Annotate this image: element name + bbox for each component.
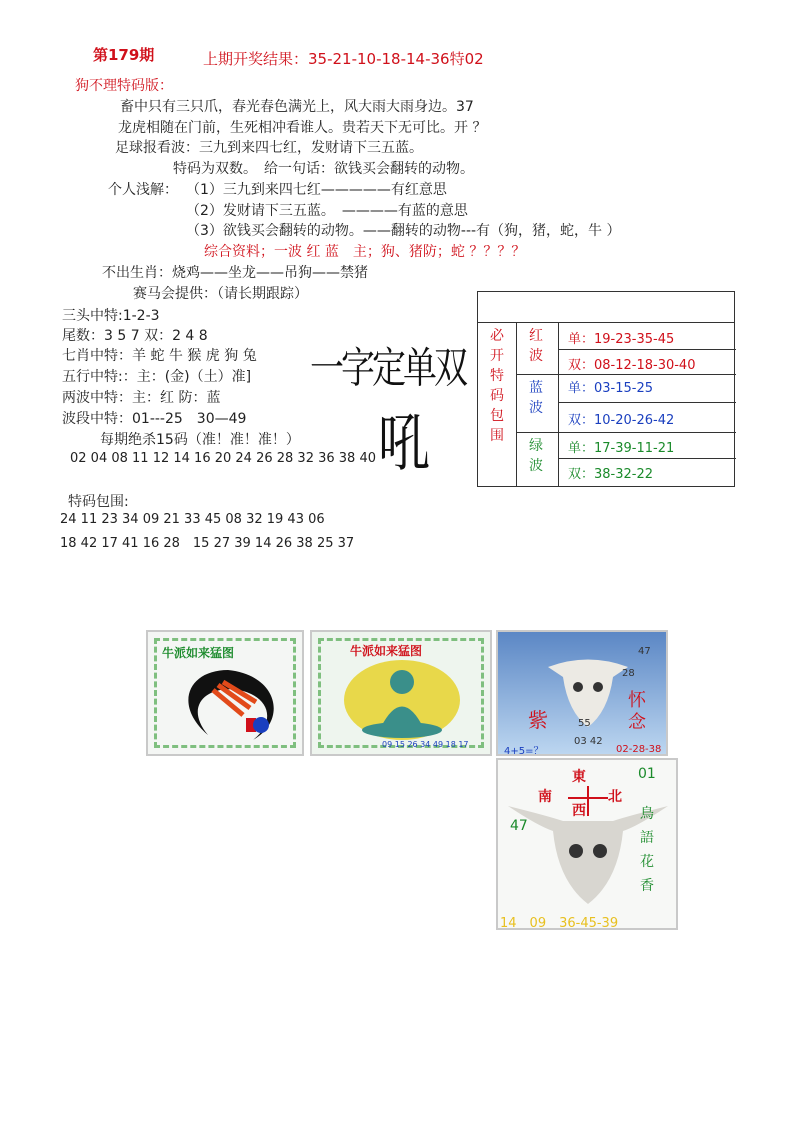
stat-line: 五行中特:：主：(金)（土）准]	[62, 369, 252, 385]
green-double: 双：38-32-22	[568, 467, 654, 482]
blue-double: 双：10-20-26-42	[568, 413, 675, 428]
img4-number: 47	[510, 818, 528, 834]
img3-char: 怀念	[628, 690, 646, 733]
stat-line: 三头中特:1-2-3	[62, 308, 160, 324]
red-double: 双：08-12-18-30-40	[568, 358, 696, 373]
swirl-icon	[168, 660, 288, 750]
provider: 赛马会提供：（请长期跟踪）	[133, 286, 308, 302]
img3-number: 55	[578, 718, 591, 729]
thumbnail-skull-compass	[496, 758, 678, 930]
img1-title: 牛派如来猛图	[162, 646, 235, 660]
side-char: 围	[490, 428, 504, 444]
buddha-icon	[332, 654, 472, 742]
thumbnail-buddha	[310, 630, 492, 756]
stamp-char: 吼	[378, 408, 431, 481]
img4-south: 南	[538, 789, 552, 805]
img3-number: 02-28-38	[616, 744, 662, 755]
poem-line: 特码为双数。 给一句话：欲钱买会翻转的动物。	[173, 161, 474, 177]
img3-number: 28	[622, 668, 635, 679]
img4-west: 西	[572, 803, 586, 819]
wave-name: 波	[529, 458, 543, 474]
thumbnail-swirl	[146, 630, 304, 756]
side-char: 码	[490, 388, 504, 404]
special-pack-row: 24 11 23 34 09 21 33 45 08 32 19 43 06	[60, 512, 325, 527]
single-double-stamp	[310, 330, 475, 481]
stat-line: 两波中特：主：红 防：蓝	[62, 390, 221, 406]
green-single: 单：17-39-11-21	[568, 441, 675, 456]
side-char: 开	[490, 348, 504, 364]
wave-name: 波	[529, 400, 543, 416]
img2-title: 牛派如来猛图	[350, 644, 423, 658]
img3-number: 47	[638, 646, 651, 657]
explain-line: （2）发财请下三五蓝。 ————有蓝的意思	[186, 203, 468, 219]
img4-east: 東	[572, 769, 586, 785]
side-char: 特	[490, 368, 504, 384]
explain-summary: 综合资料；一波 红 蓝 主；狗、猪防；蛇 ？？？？	[204, 244, 526, 260]
not-out-zodiac: 不出生肖：烧鸡——坐龙——吊狗——禁猪	[102, 265, 368, 281]
poem-line: 畜中只有三只爪，春光春色满光上，风大雨大雨身边。37	[120, 99, 474, 115]
side-char: 包	[490, 408, 504, 424]
wave-table	[477, 291, 735, 487]
stat-line: 波段中特：01---25 30—49	[62, 411, 247, 427]
img4-number: 01	[638, 766, 656, 782]
poem-line: 龙虎相随在门前，生死相冲看谁人。贵若天下无可比。开 ？	[118, 120, 487, 136]
img4-side-text: 鳥語花香	[640, 806, 654, 894]
special-pack-label: 特码包围:	[68, 494, 129, 510]
explain-line: （1）三九到来四七红—————有红意思	[186, 182, 447, 198]
special-pack-row: 18 42 17 41 16 28 15 27 39 14 26 38 25 37	[60, 536, 355, 551]
issue-number: 第179期	[93, 46, 155, 64]
img3-number: 4+5=？	[504, 746, 544, 756]
wave-name: 蓝	[529, 380, 543, 396]
img3-number: 03 42	[574, 736, 603, 747]
wave-name: 绿	[529, 438, 543, 454]
kill-label: 每期绝杀15码（准！准！准！）	[100, 432, 300, 448]
explain-line: （3）欲钱买会翻转的动物。——翻转的动物---有（狗，猪，蛇，牛 ）	[186, 223, 621, 239]
side-char: 必	[490, 328, 504, 344]
thumbnail-skull-sky	[496, 630, 668, 756]
stat-line: 七肖中特：羊 蛇 牛 猴 虎 狗 兔	[62, 348, 257, 364]
img3-char: 紫	[528, 708, 548, 732]
wave-name: 波	[529, 348, 543, 364]
img4-bottom-numbers: 14 09 36-45-39	[500, 916, 619, 930]
poem-line: 足球报看波：三九到来四七红，发财请下三五蓝。	[115, 140, 423, 156]
kill-numbers: 02 04 08 11 12 14 16 20 24 26 28 32 36 38 40	[70, 451, 376, 466]
explain-label: 个人浅解：	[108, 182, 178, 198]
img2-numbers: 09 15 26 34 49 18 17	[382, 740, 469, 749]
red-single: 单：19-23-35-45	[568, 332, 675, 347]
stamp-line: 一字定单双	[310, 343, 465, 394]
stat-line: 尾数：3 5 7 双：2 4 8	[62, 328, 208, 344]
last-result: 上期开奖结果：35-21-10-18-14-36特02	[203, 50, 484, 68]
section-title: 狗不理特码版：	[75, 78, 173, 94]
img4-north: 北	[608, 789, 622, 805]
wave-name: 红	[529, 328, 543, 344]
blue-single: 单：03-15-25	[568, 381, 654, 396]
